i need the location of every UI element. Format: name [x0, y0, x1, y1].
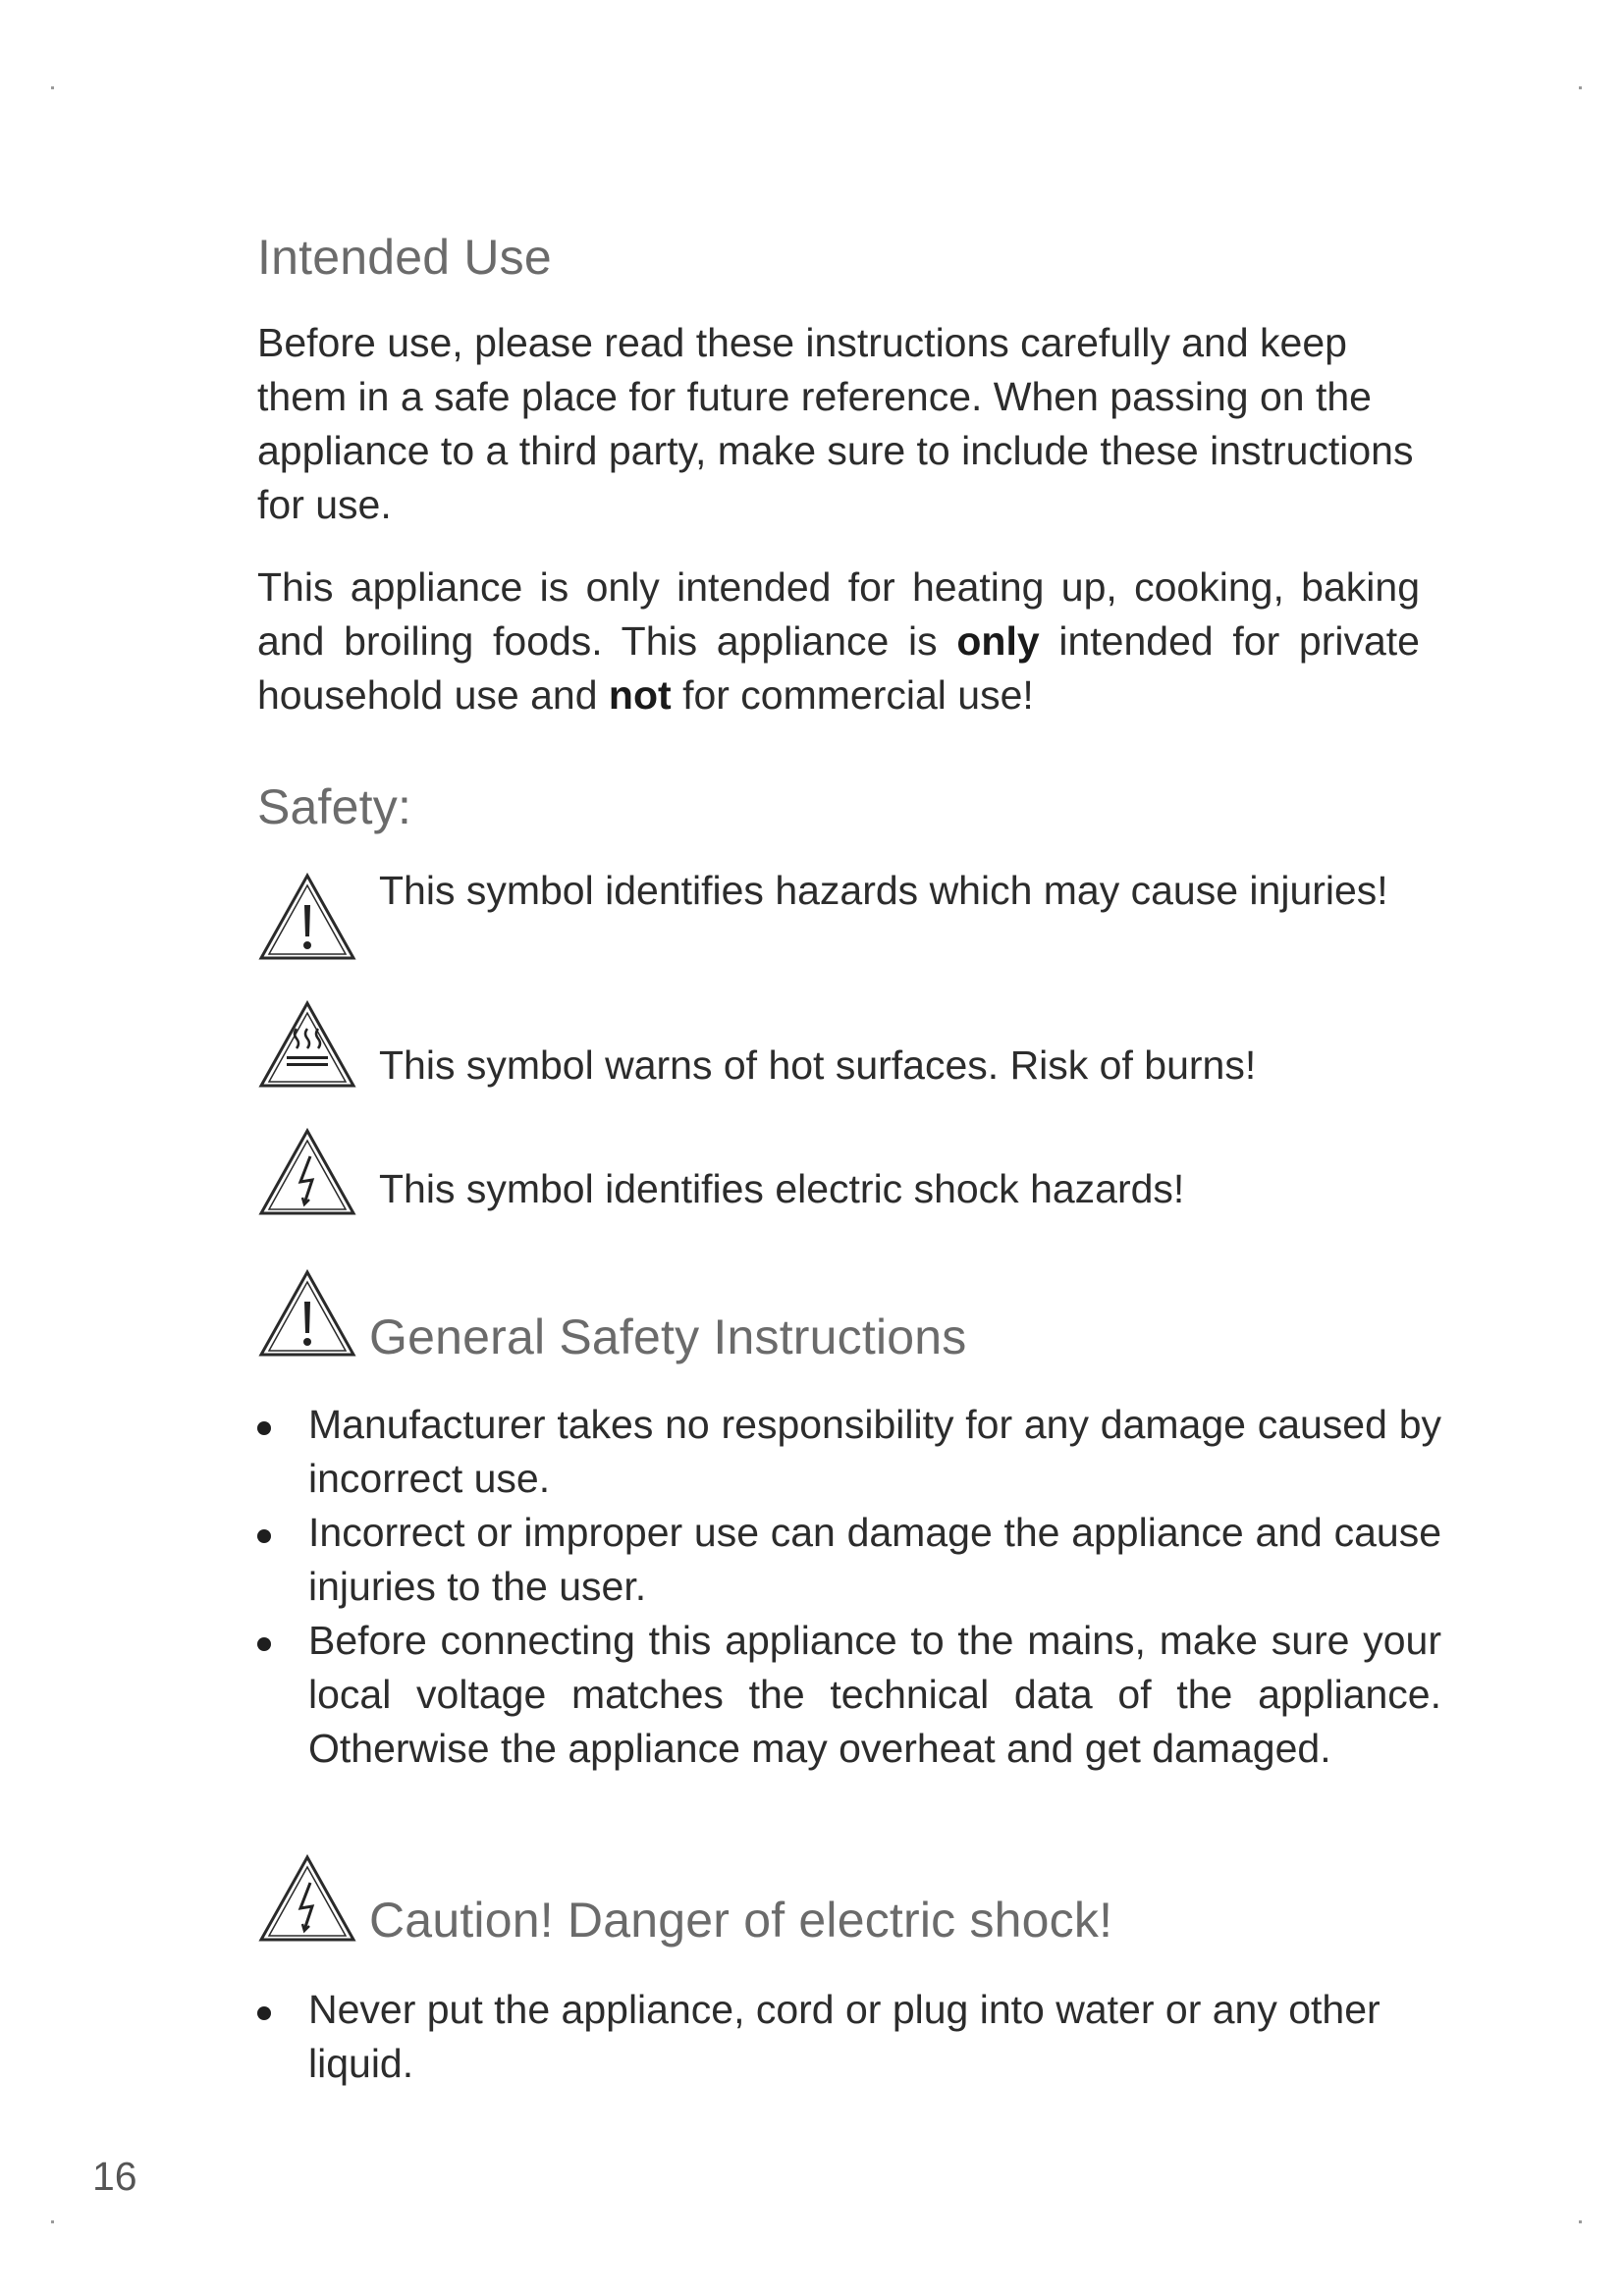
general-safety-list [257, 1398, 1441, 1776]
list-item-text: Never put the appliance, cord or plug into water or any other liquid. [308, 1987, 1380, 2086]
warning-exclamation-icon [257, 1268, 357, 1359]
paragraph-text: intended for private household use and [257, 618, 1420, 718]
list-item [257, 1398, 1441, 1506]
caution-heading: Caution! Danger of electric shock! [369, 1893, 1113, 1948]
crop-mark [51, 86, 54, 89]
intended-use-heading: Intended Use [257, 230, 552, 285]
list-item [257, 1614, 1441, 1776]
list-item [257, 1506, 1441, 1614]
safety-symbol-text: This symbol identifies electric shock hazards! [379, 1166, 1185, 1211]
bullet-icon [257, 1421, 271, 1435]
intended-use-paragraph-1: Before use, please read these instructions carefully and keep them in a safe place for future reference. When passing on the appliance to a third party, make sure to include these instructions for use. [257, 320, 1414, 527]
caution-heading-row [257, 1853, 1441, 1948]
list-item [257, 1983, 1441, 2091]
crop-mark [1579, 2220, 1582, 2223]
general-safety-heading: General Safety Instructions [369, 1309, 967, 1364]
page-number: 16 [92, 2154, 137, 2199]
intended-use-paragraph-2 [257, 561, 1420, 722]
crop-mark [1579, 86, 1582, 89]
list-item-text: Incorrect or improper use can damage the appliance and cause injuries to the user. [308, 1510, 1441, 1609]
caution-list [257, 1983, 1441, 2091]
electric-shock-icon [257, 1853, 357, 1944]
paragraph-text: This appliance is only intended for heating up, cooking, baking and broiling foods. This appliance is [257, 564, 1420, 664]
paragraph-text: for commercial use! [671, 672, 1034, 718]
list-item-text: Manufacturer takes no responsibility for any damage caused by incorrect use. [308, 1402, 1441, 1501]
emphasis-not: not [608, 672, 672, 718]
crop-mark [51, 2220, 54, 2223]
general-safety-heading-row [257, 1268, 1441, 1364]
safety-symbol-text: This symbol identifies hazards which may cause injuries! [379, 868, 1388, 913]
hot-surface-icon [257, 999, 357, 1090]
emphasis-only: only [956, 618, 1040, 664]
bullet-icon [257, 1637, 271, 1651]
bullet-icon [257, 1529, 271, 1543]
electric-shock-icon [257, 1127, 357, 1217]
list-item-text: Before connecting this appliance to the mains, make sure your local voltage matches the technical data of the appliance. Otherwise the appliance may overheat and get damaged. [308, 1618, 1441, 1771]
safety-heading: Safety: [257, 779, 412, 834]
bullet-icon [257, 2006, 271, 2020]
safety-symbol-text: This symbol warns of hot surfaces. Risk of burns! [379, 1042, 1257, 1088]
warning-exclamation-icon [257, 872, 357, 962]
